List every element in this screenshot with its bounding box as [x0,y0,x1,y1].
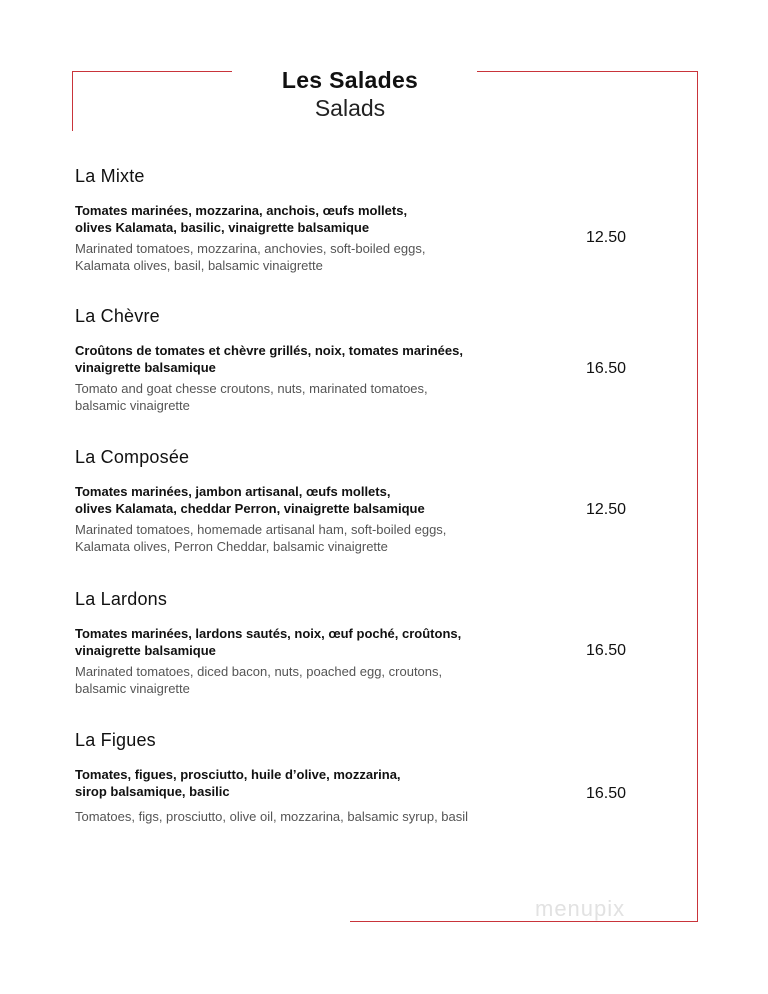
item-price: 16.50 [586,785,627,802]
item-desc-en: Tomatoes, figs, prosciutto, olive oil, mozzarina, balsamic syrup, basil [75,809,469,824]
item-desc-fr: Croûtons de tomates et chèvre grillés, noix, tomates marinées, vinaigrette balsamique [75,343,463,375]
page-heading [0,66,700,122]
item-price: 16.50 [586,360,627,377]
item-desc-fr: Tomates, figues, prosciutto, huile d’olive, mozzarina, sirop balsamique, basilic [75,767,401,799]
item-name: La Chèvre [75,306,160,326]
item-desc-en: Tomato and goat chesse croutons, nuts, marinated tomatoes, balsamic vinaigrette [75,381,428,413]
item-desc-fr: Tomates marinées, lardons sautés, noix, œuf poché, croûtons, vinaigrette balsamique [75,626,462,658]
menu-item [75,166,695,276]
item-price: 12.50 [586,229,627,246]
menu-item [75,730,695,830]
title-en: Salads [314,95,386,121]
item-name: La Composée [75,447,190,467]
item-desc-en: Marinated tomatoes, homemade artisanal ham, soft-boiled eggs, Kalamata olives, Perron Cheddar, balsamic vinaigrette [75,522,447,554]
item-desc-fr: Tomates marinées, mozzarina, anchois, œufs mollets, olives Kalamata, basilic, vinaigrette balsamique [75,203,408,235]
item-desc-en: Marinated tomatoes, mozzarina, anchovies, soft-boiled eggs, Kalamata olives, basil, balsamic vinaigrette [75,241,426,273]
item-name: La Figues [75,730,156,750]
watermark-logo: menupix [535,896,626,921]
item-desc-fr: Tomates marinées, jambon artisanal, œufs mollets, olives Kalamata, cheddar Perron, vinaigrette balsamique [75,484,425,516]
item-name: La Mixte [75,166,145,186]
frame-bottom [350,921,698,922]
frame-right [697,71,698,922]
item-name: La Lardons [75,589,168,609]
item-price: 12.50 [586,501,627,518]
item-desc-en: Marinated tomatoes, diced bacon, nuts, poached egg, croutons, balsamic vinaigrette [75,664,443,696]
title-fr: Les Salades [281,67,419,93]
item-price: 16.50 [586,642,627,659]
